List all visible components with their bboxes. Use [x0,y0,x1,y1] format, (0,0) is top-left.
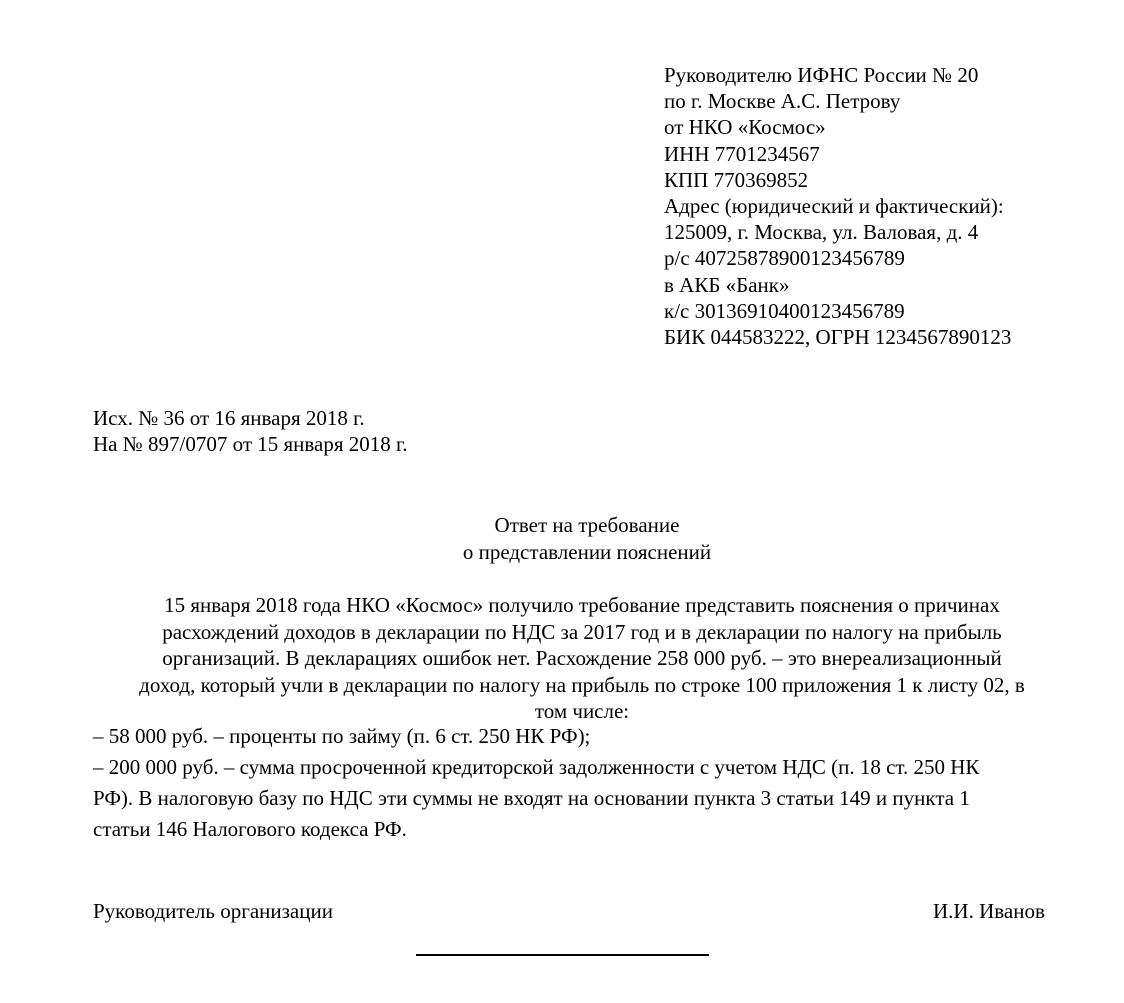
reply-to-reference: На № 897/0707 от 15 января 2018 г. [93,432,408,456]
body-paragraph [93,592,1071,725]
list-item: – 58 000 руб. – проценты по займу (п. 6 ст. 250 НК РФ); [93,724,591,748]
addressee-line: БИК 044583222, ОГРН 1234567890123 [664,325,1012,350]
document-title [0,512,1124,566]
title-line-2: о представлении пояснений [462,540,712,564]
addressee-line: КПП 770369852 [664,167,809,192]
signatory-role: Руководитель организации [93,899,333,923]
addressee-line: Руководителю ИФНС России № 20 [664,63,979,87]
body-line: расхождений доходов в декларации по НДС за 2017 год и в декларации по налогу на прибыль [162,619,1002,644]
body-items [93,721,1083,845]
addressee-line: от НКО «Космос» [664,115,826,140]
addressee-line: в АКБ «Банк» [664,272,790,297]
signatory-name: И.И. Иванов [933,899,1045,923]
list-item-continuation: статьи 146 Налогового кодекса РФ. [93,817,407,841]
addressee-block [664,62,1011,350]
outgoing-reference: Исх. № 36 от 16 января 2018 г. [93,406,365,430]
addressee-line: ИНН 7701234567 [664,141,820,166]
list-item-continuation: РФ). В налоговую базу по НДС эти суммы не входят на основании пункта 3 статьи 149 и пункта 1 [93,786,970,810]
signature-line [416,954,709,956]
addressee-line: 125009, г. Москва, ул. Валовая, д. 4 [664,220,979,245]
addressee-line: по г. Москве А.С. Петрову [664,89,901,114]
body-line: 15 января 2018 года НКО «Космос» получило требование представить пояснения о причинах [164,593,1000,617]
addressee-line: к/с 30136910400123456789 [664,298,905,323]
title-line-1: Ответ на требование [494,513,680,537]
body-line: доход, который учли в декларации по налогу на прибыль по строке 100 приложения 1 к листу 02, в [139,672,1025,697]
reference-numbers [93,405,408,457]
body-line: организаций. В декларациях ошибок нет. Расхождение 258 000 руб. – это внереализационный [162,646,1002,671]
list-item: – 200 000 руб. – сумма просроченной кредиторской задолженности с учетом НДС (п. 18 ст. 250 НК [93,755,980,779]
body-line: том числе: [534,699,630,724]
addressee-line: р/с 40725878900123456789 [664,246,905,271]
addressee-line: Адрес (юридический и фактический): [664,194,1004,219]
